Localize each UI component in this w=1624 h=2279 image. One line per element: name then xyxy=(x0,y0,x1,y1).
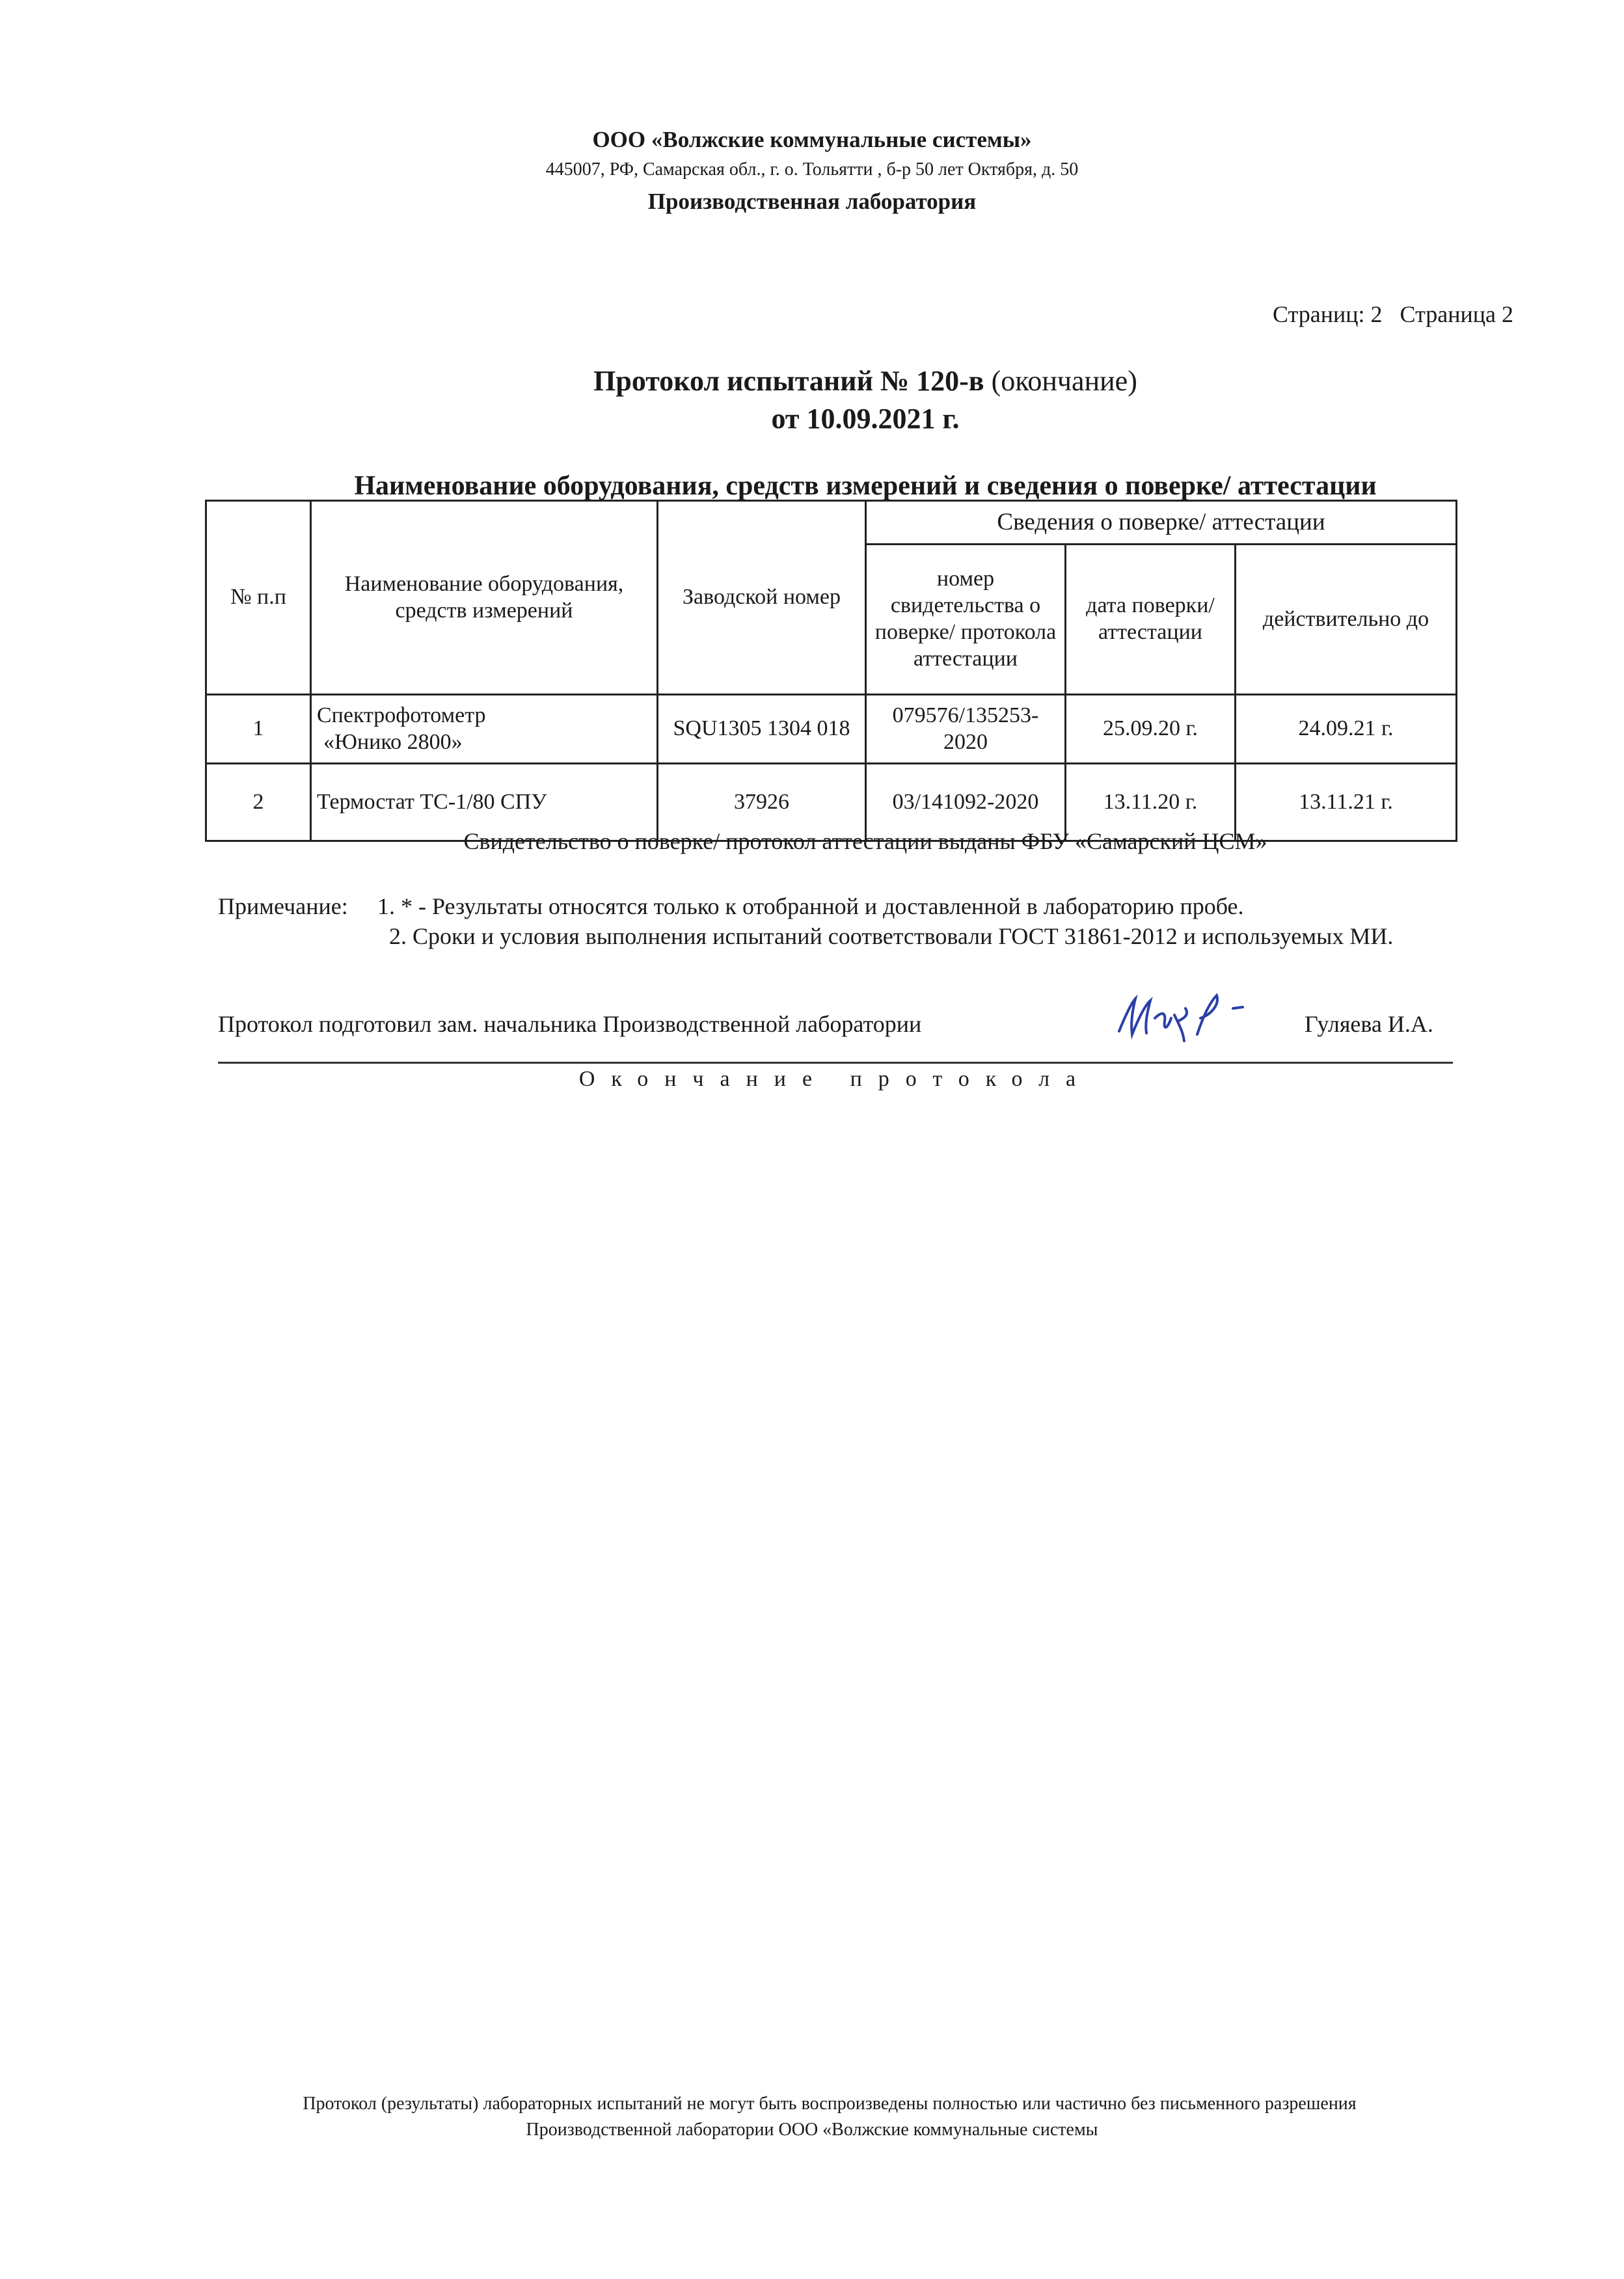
table-header-row xyxy=(206,501,1457,545)
note-1: 1. * - Результаты относятся только к отобранной и доставленной в лабораторию пробе. xyxy=(377,893,1244,919)
row-serial: SQU1305 1304 018 xyxy=(658,695,866,764)
row-valid-until: 24.09.21 г. xyxy=(1236,695,1457,764)
header-num: № п.п xyxy=(206,501,311,695)
row-verification-date: 25.09.20 г. xyxy=(1066,695,1236,764)
row-certificate: 03/141092-2020 xyxy=(866,764,1066,841)
certificate-issuer-note: Свидетельство о поверке/ протокол аттестации выданы ФБУ «Самарский ЦСМ» xyxy=(463,828,1267,854)
handwritten-signature xyxy=(1106,989,1275,1047)
note-2: 2. Сроки и условия выполнения испытаний соответствовали ГОСТ 31861-2012 и используемых МИ. xyxy=(389,923,1394,949)
row-equipment-name xyxy=(311,695,658,764)
row-num: 1 xyxy=(206,695,311,764)
protocol-suffix: (окончание) xyxy=(984,365,1137,397)
footer-disclaimer-line1: Протокол (результаты) лабораторных испытаний не могут быть воспроизведены полностью или частично без письменного разрешения xyxy=(303,2094,1357,2114)
org-name: ООО «Волжские коммунальные системы» xyxy=(592,127,1032,152)
row-num: 2 xyxy=(206,764,311,841)
notes-label: Примечание: xyxy=(218,893,348,919)
header-certificate: номер свидетельства о поверке/ протокола аттестации xyxy=(866,545,1066,695)
equipment-table xyxy=(205,500,1457,842)
table-caption: Наименование оборудования, средств измерений и сведения о поверке/ аттестации xyxy=(354,471,1377,501)
end-of-protocol: Окончание протокола xyxy=(578,1067,1092,1091)
org-address: 445007, РФ, Самарская обл., г. о. Тольятти , б-р 50 лет Октября, д. 50 xyxy=(545,159,1079,180)
lab-name: Производственная лаборатория xyxy=(647,189,977,214)
header-verification-group: Сведения о поверке/ аттестации xyxy=(866,501,1457,545)
protocol-number: Протокол испытаний № 120-в xyxy=(593,365,984,397)
row-verification-date: 13.11.20 г. xyxy=(1066,764,1236,841)
row-equipment-name: Термостат ТС-1/80 СПУ xyxy=(311,764,658,841)
footer-disclaimer-line2: Производственной лаборатории ООО «Волжские коммунальные системы xyxy=(526,2120,1098,2140)
header-valid-until: действительно до xyxy=(1236,545,1457,695)
prepared-by: Протокол подготовил зам. начальника Производственной лаборатории xyxy=(218,1011,922,1037)
row-serial: 37926 xyxy=(658,764,866,841)
table-row xyxy=(206,695,1457,764)
row-valid-until: 13.11.21 г. xyxy=(1236,764,1457,841)
equipment-name-line: Спектрофотометр xyxy=(317,703,486,727)
page-counter: Страниц: 2 Страница 2 xyxy=(1273,301,1513,327)
header-serial: Заводской номер xyxy=(658,501,866,695)
divider-line xyxy=(218,1062,1453,1064)
equipment-model-line: «Юнико 2800» xyxy=(323,729,463,754)
row-certificate: 079576/135253-2020 xyxy=(866,695,1066,764)
header-equipment-name: Наименование оборудования, средств измерений xyxy=(311,501,658,695)
signatory-name: Гуляева И.А. xyxy=(1305,1011,1433,1037)
protocol-title xyxy=(0,364,1624,398)
protocol-date: от 10.09.2021 г. xyxy=(771,403,960,435)
header-verification-date: дата поверки/ аттестации xyxy=(1066,545,1236,695)
